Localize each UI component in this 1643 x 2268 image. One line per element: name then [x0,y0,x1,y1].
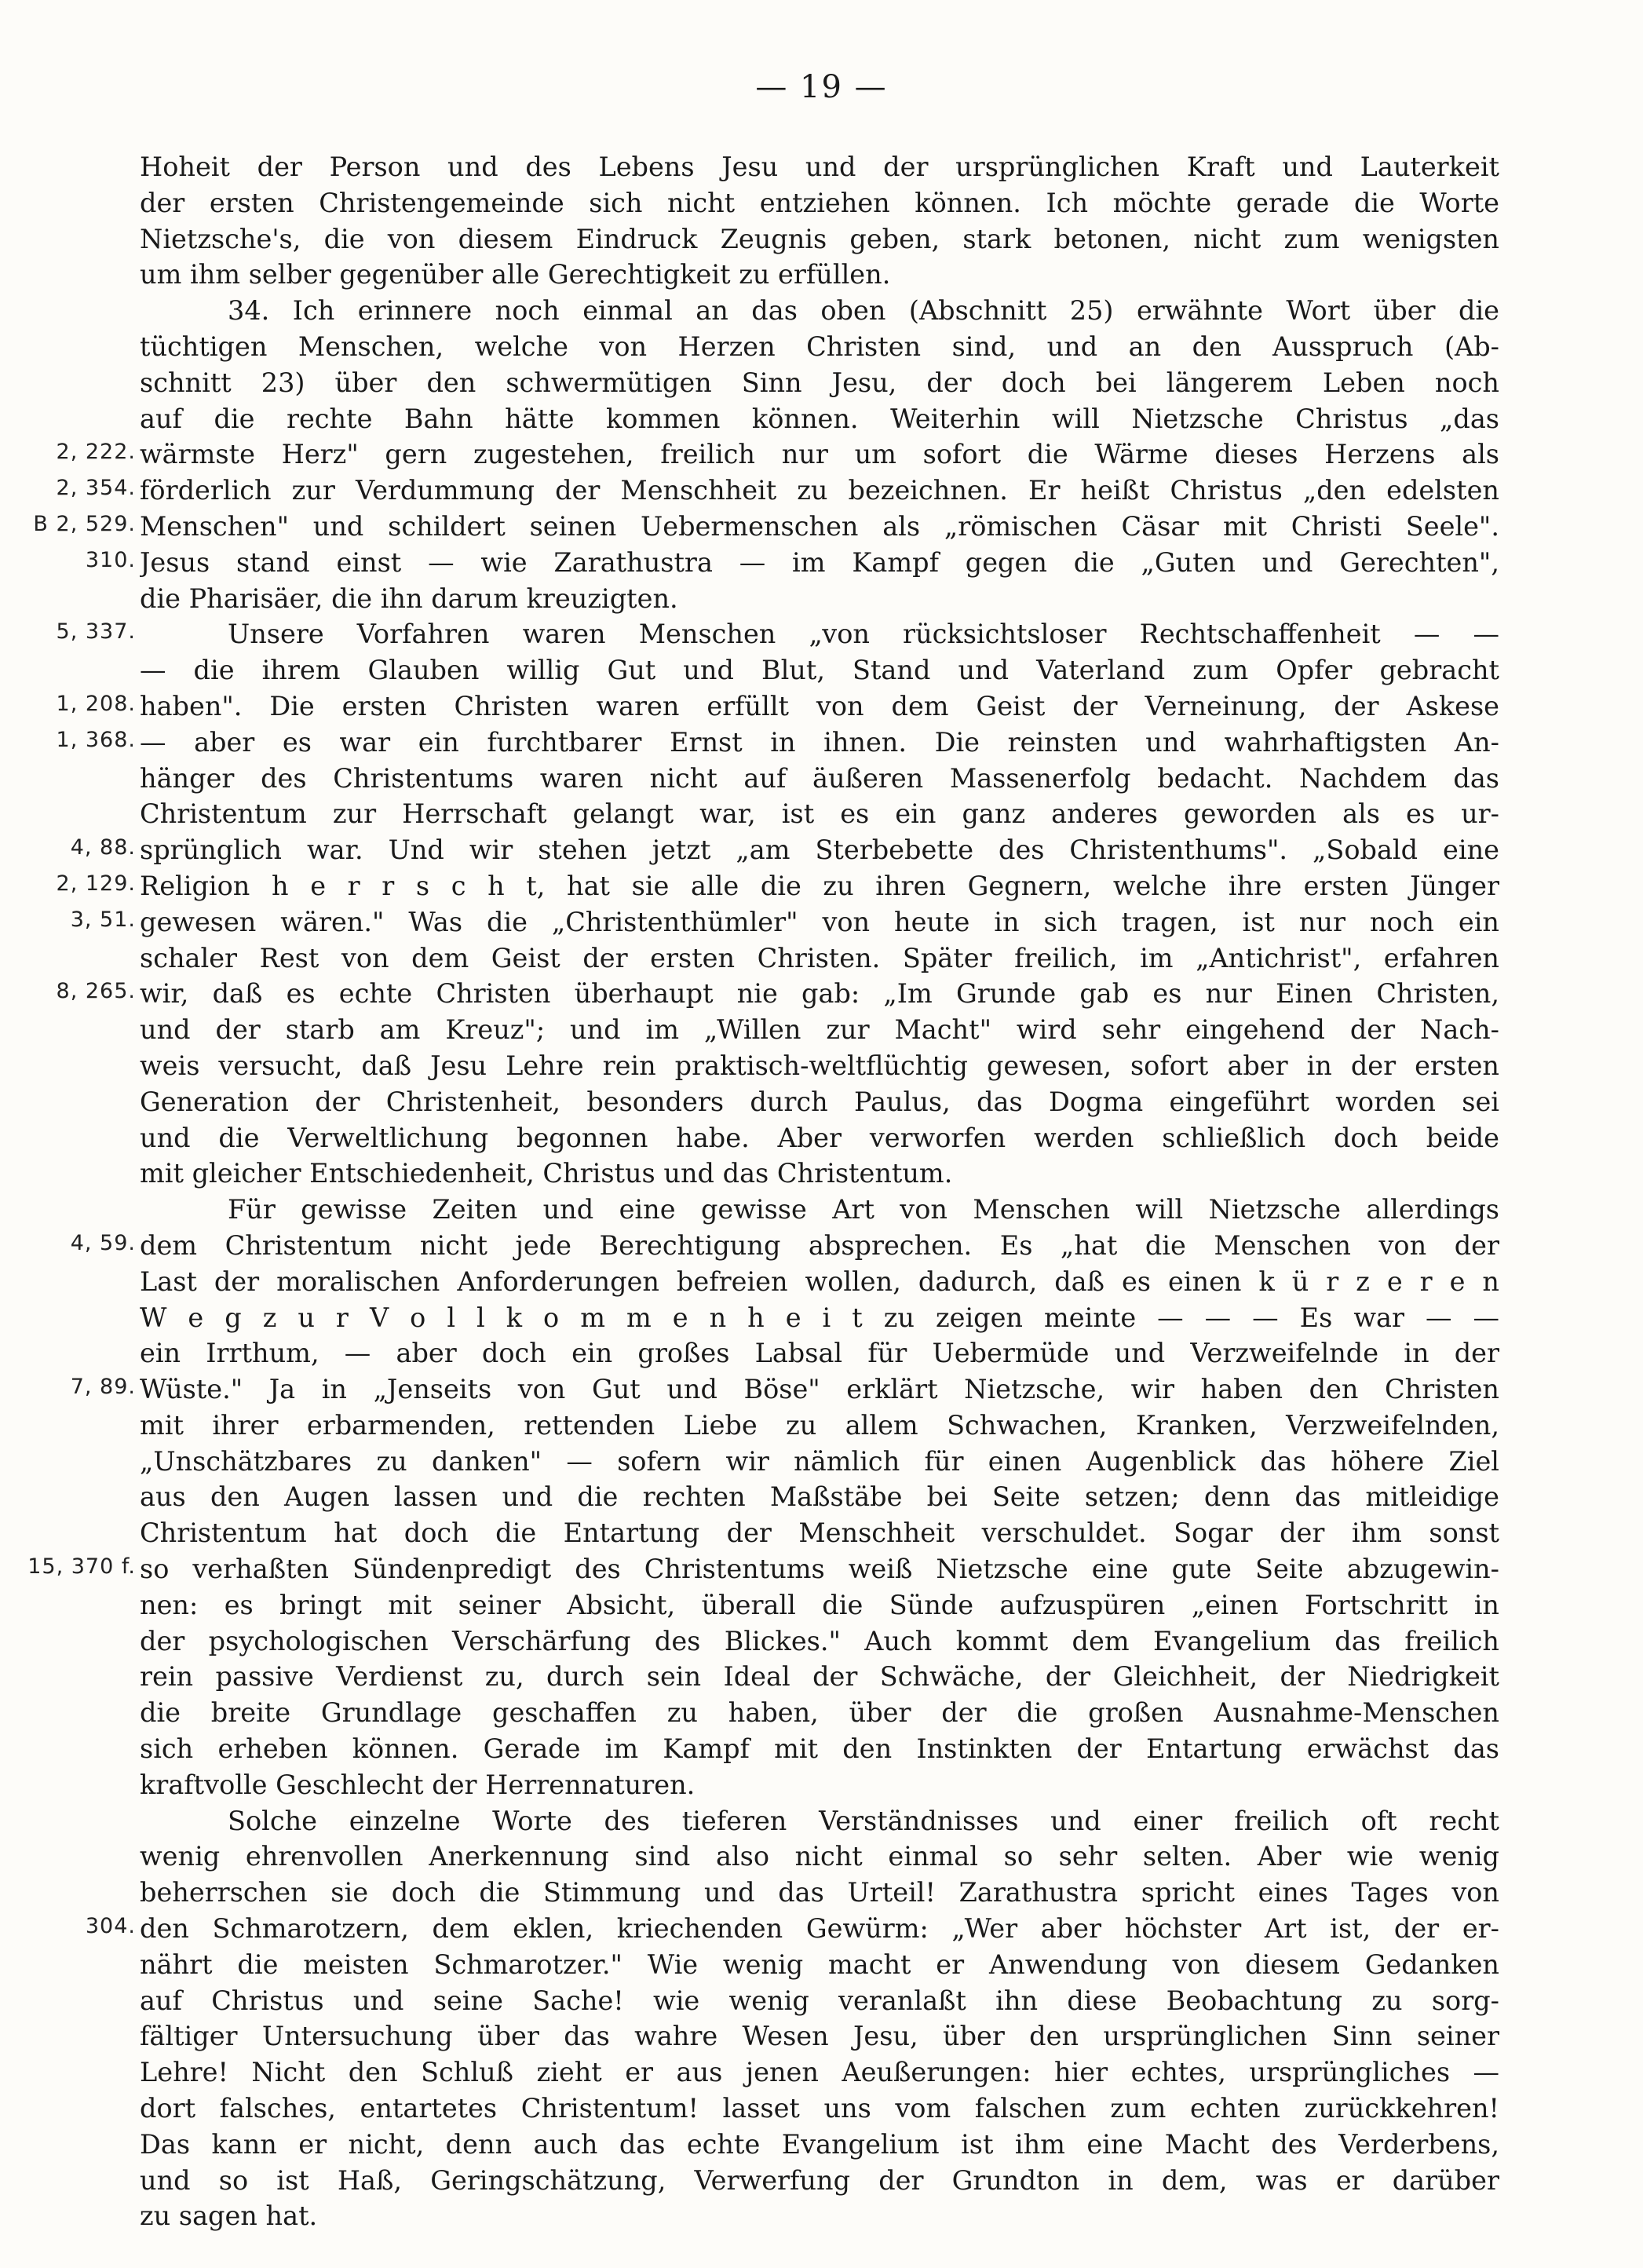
line-text: förderlich zur Verdummung der Menschheit zu bezeichnen. Er heißt Christus „den edelsten [140,475,1499,506]
text-line [0,940,1643,977]
line-text: Wüste." Ja in „Jenseits von Gut und Böse" erklärt Nietzsche, wir haben den Christen [140,1374,1499,1405]
line-text: schaler Rest von dem Geist der ersten Christen. Später freilich, im „Antichrist", erfahren [140,942,1499,973]
text-line [0,725,1643,761]
text-line [0,976,1643,1012]
line-text: schnitt 23) über den schwermütigen Sinn Jesu, der doch bei längerem Leben noch [140,367,1499,398]
text-line [0,1515,1643,1551]
line-text: den Schmarotzern, dem eklen, kriechenden Gewürm: „Wer aber höchster Art ist, der er- [140,1913,1499,1945]
line-text: sich erheben können. Gerade im Kampf mit den Instinkten der Entartung erwächst das [140,1733,1499,1765]
text-line [0,868,1643,904]
text-line [0,2054,1643,2091]
line-text: „Unschätzbares zu danken" — sofern wir nämlich für einen Augenblick das höhere Ziel [140,1445,1499,1477]
line-text: beherrschen sie doch die Stimmung und das Urteil! Zarathustra spricht eines Tages von [140,1877,1499,1908]
line-text: wir, daß es echte Christen überhaupt nie gab: „Im Grunde gab es nur Einen Christen, [140,978,1499,1010]
line-text: Religion h e r r s c h t, hat sie alle die zu ihren Gegnern, welche ihre ersten Jünger [140,870,1499,901]
line-text: und so ist Haß, Geringschätzung, Verwerfung der Grundton in dem, was er darüber [140,2164,1499,2196]
line-text: rein passive Verdienst zu, durch sein Ideal der Schwäche, der Gleichheit, der Niedrigkeit [140,1661,1499,1693]
text-line [0,1911,1643,1947]
text-line [0,1444,1643,1480]
margin-reference: 4, 59. [70,1230,136,1255]
text-line [0,1300,1643,1336]
line-text: Hoheit der Person und des Lebens Jesu und der ursprünglichen Kraft und Lauterkeit [140,152,1499,182]
text-line [0,401,1643,437]
text-line [0,436,1643,473]
text-line [0,761,1643,797]
line-text: nen: es bringt mit seiner Absicht, überall die Sünde aufzuspüren „einen Fortschritt in [140,1589,1499,1620]
line-text: Last der moralischen Anforderungen befreien wollen, dadurch, daß es einen k ü r z e r e n [140,1265,1499,1297]
margin-reference: 2, 354. [56,476,136,501]
line-text: nährt die meisten Schmarotzer." Wie wenig macht er Anwendung von diesem Gedanken [140,1948,1499,1980]
text-line [0,221,1643,257]
margin-reference: 304. [85,1914,136,1939]
text-line [0,329,1643,365]
margin-reference: 3, 51. [70,907,136,932]
text-line [0,1623,1643,1660]
line-text: Generation der Christenheit, besonders durch Paulus, das Dogma eingeführt worden sei [140,1086,1499,1117]
text-line [0,1228,1643,1264]
text-line [0,1335,1643,1371]
line-text: Solche einzelne Worte des tieferen Verständnisses und einer freilich oft recht [228,1805,1499,1836]
line-text: dort falsches, entartetes Christentum! lasset uns vom falschen zum echten zurückkehren! [140,2093,1499,2124]
margin-reference: 2, 222. [56,440,136,465]
line-text: auf die rechte Bahn hätte kommen können. Weiterhin will Nietzsche Christus „das [140,403,1499,434]
line-text: 34. Ich erinnere noch einmal an das oben (Abschnitt 25) erwähnte Wort über die [228,295,1499,327]
text-line [0,1767,1643,1803]
line-text: der psychologischen Verschärfung des Blickes." Auch kommt dem Evangelium das freilich [140,1625,1499,1656]
line-text: dem Christentum nicht jede Berechtigung absprechen. Es „hat die Menschen von der [140,1229,1499,1261]
text-line [0,1839,1643,1875]
line-text: Lehre! Nicht den Schluß zieht er aus jenen Aeußerungen: hier echtes, ursprüngliches — [140,2057,1499,2088]
line-text: der ersten Christengemeinde sich nicht entziehen können. Ich möchte gerade die Worte [140,187,1499,218]
body-text [0,149,1643,2234]
line-text: Unsere Vorfahren waren Menschen „von rücksichtsloser Rechtschaffenheit — — [228,619,1499,650]
line-text: tüchtigen Menschen, welche von Herzen Christen sind, und an den Ausspruch (Ab- [140,331,1499,362]
text-line [0,149,1643,185]
text-line [0,2127,1643,2163]
text-line [0,1371,1643,1408]
text-line [0,904,1643,940]
text-line [0,1551,1643,1587]
text-line [0,796,1643,832]
line-text: gewesen wären." Was die „Christenthümler" von heute in sich tragen, ist nur noch ein [140,906,1499,937]
margin-reference: 2, 129. [56,871,136,896]
text-line [0,257,1643,293]
line-text: hänger des Christentums waren nicht auf äußeren Massenerfolg bedacht. Nachdem das [140,762,1499,794]
text-line [0,1084,1643,1120]
text-line [0,1731,1643,1767]
margin-reference: 4, 88. [70,835,136,860]
text-line [0,688,1643,725]
text-line [0,2198,1643,2234]
text-line [0,652,1643,688]
text-line [0,365,1643,401]
line-text: fältiger Untersuchung über das wahre Wesen Jesu, über den ursprünglichen Sinn seiner [140,2021,1499,2052]
text-line [0,1120,1643,1156]
text-line [0,1587,1643,1623]
line-text: W e g z u r V o l l k o m m e n h e i t zu zeigen meinte — — — Es war — — [140,1302,1499,1333]
margin-reference: 1, 208. [56,691,136,716]
line-text: die Pharisäer, die ihn darum kreuzigten. [140,583,678,614]
text-line [0,1983,1643,2019]
text-line [0,581,1643,617]
text-line [0,1408,1643,1444]
text-line [0,1803,1643,1839]
margin-reference: 310. [85,547,136,572]
line-text: kraftvolle Geschlecht der Herrennaturen. [140,1769,696,1800]
line-text: Jesus stand einst — wie Zarathustra — im Kampf gegen die „Guten und Gerechten", [140,546,1499,578]
text-line [0,1479,1643,1515]
text-line [0,1156,1643,1192]
page-number: — 19 — [755,69,888,105]
margin-reference: 15, 370 f. [27,1554,136,1580]
line-text: und die Verweltlichung begonnen habe. Aber verworfen werden schließlich doch beide [140,1122,1499,1153]
text-line [0,2091,1643,2127]
line-text: — die ihrem Glauben willig Gut und Blut, Stand und Vaterland zum Opfer gebracht [140,655,1499,686]
line-text: Das kann er nicht, denn auch das echte Evangelium ist ihm eine Macht des Verderbens, [140,2128,1499,2160]
line-text: wenig ehrenvollen Anerkennung sind also nicht einmal so sehr selten. Aber wie wenig [140,1841,1499,1872]
text-line [0,616,1643,652]
line-text: weis versucht, daß Jesu Lehre rein praktisch-weltflüchtig gewesen, sofort aber in der ersten [140,1050,1499,1081]
margin-reference: 8, 265. [56,979,136,1004]
line-text: Nietzsche's, die von diesem Eindruck Zeugnis geben, stark betonen, nicht zum wenigsten [140,223,1499,254]
line-text: Für gewisse Zeiten und eine gewisse Art von Menschen will Nietzsche allerdings [228,1194,1499,1225]
line-text: Christentum hat doch die Entartung der Menschheit verschuldet. Sogar der ihm sonst [140,1517,1499,1549]
text-line [0,473,1643,509]
line-text: aus den Augen lassen und die rechten Maßstäbe bei Seite setzen; denn das mitleidige [140,1481,1499,1513]
line-text: Christentum zur Herrschaft gelangt war, ist es ein ganz anderes geworden als es ur- [140,798,1499,830]
line-text: — aber es war ein furchtbarer Ernst in ihnen. Die reinsten und wahrhaftigsten An- [140,726,1499,758]
line-text: um ihm selber gegenüber alle Gerechtigkeit zu erfüllen. [140,259,891,290]
text-line [0,1048,1643,1084]
text-line [0,545,1643,581]
line-text: Menschen" und schildert seinen Uebermenschen als „römischen Cäsar mit Christi Seele". [140,510,1499,542]
text-line [0,1875,1643,1911]
line-text: haben". Die ersten Christen waren erfüllt von dem Geist der Verneinung, der Askese [140,690,1499,721]
text-line [0,2163,1643,2199]
text-line [0,2018,1643,2054]
line-text: wärmste Herz" gern zugestehen, freilich nur um sofort die Wärme dieses Herzens als [140,439,1499,470]
text-line [0,1659,1643,1695]
text-line [0,832,1643,868]
line-text: und der starb am Kreuz"; und im „Willen zur Macht" wird sehr eingehend der Nach- [140,1014,1499,1046]
text-line [0,1264,1643,1300]
line-text: sprünglich war. Und wir stehen jetzt „am Sterbebette des Christenthums". „Sobald eine [140,835,1499,866]
text-line [0,1947,1643,1983]
line-text: auf Christus und seine Sache! wie wenig veranlaßt ihn diese Beobachtung zu sorg- [140,1985,1499,2016]
line-text: mit ihrer erbarmenden, rettenden Liebe zu allem Schwachen, Kranken, Verzweifelnden, [140,1409,1499,1441]
text-line [0,185,1643,221]
margin-reference: B 2, 529. [33,511,136,536]
text-line [0,1695,1643,1731]
line-text: so verhaßten Sündenpredigt des Christentums weiß Nietzsche eine gute Seite abzugewin- [140,1554,1499,1585]
text-line [0,509,1643,545]
line-text: ein Irrthum, — aber doch ein großes Labsal für Uebermüde und Verzweifelnde in der [140,1338,1499,1369]
margin-reference: 1, 368. [56,727,136,752]
line-text: mit gleicher Entschiedenheit, Christus und das Christentum. [140,1158,953,1189]
line-text: die breite Grundlage geschaffen zu haben, über der die großen Ausnahme-Menschen [140,1697,1499,1729]
text-line [0,293,1643,329]
line-text: zu sagen hat. [140,2200,318,2232]
margin-reference: 5, 337. [56,619,136,645]
margin-reference: 7, 89. [70,1375,136,1400]
text-line [0,1012,1643,1048]
text-line [0,1192,1643,1228]
